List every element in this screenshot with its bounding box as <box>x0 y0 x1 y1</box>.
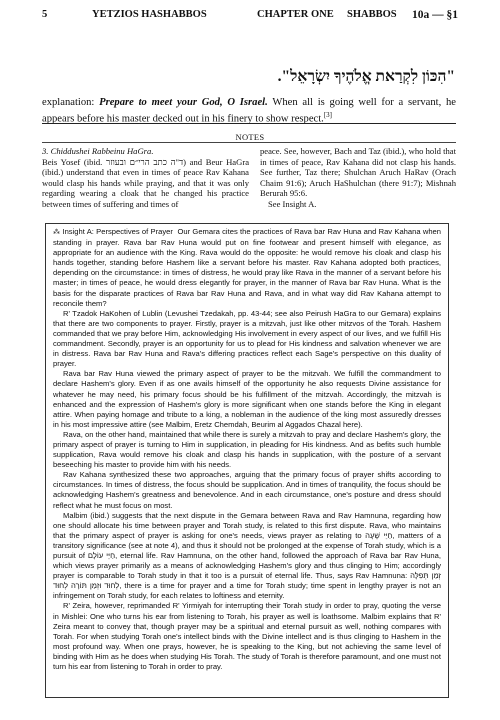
note-3-heading: 3. Chiddushei Rabbeinu HaGra. <box>42 146 154 156</box>
notes-divider-2 <box>42 142 456 143</box>
notes-divider <box>42 123 456 124</box>
insight-paragraph-3: Rava bar Rav Huna viewed the primary aspect of prayer to be the mitzvah. We fulfill the commandment to declare Hashem's glory. Even if as one avails himself of the opportunity he also requests Divine assistance for whatever he may need, his primary focus should be his fulfillment of the mitzvah. Accordingly, the mitzvah is enhanced and the expression of Hashem's glory is more significant when one stands before the King in elegant attire. When paying homage and tribute to a king, a nobleman in the audience of the king most assuredly dresses in his most impressive attire (see Malbim, Eretz Chemdah, Beurim al Aggados Chazal here). <box>53 369 441 429</box>
notes-column-left <box>42 146 249 210</box>
hebrew-verse: "הִכּוֹן לִקְרַאת אֱלֹהֶיךָ יִשְׂרָאֵל". <box>277 68 455 85</box>
notes-heading: NOTES <box>235 132 265 142</box>
insight-paragraph-2: R' Tzadok HaKohen of Lublin (Levushei Tzedakah, pp. 43-44; see also Peirush HaGra to our Gemara) explains that there are two components to prayer. Firstly, prayer is a mitzvah, just like other mitzvos of the Torah. Hashem commanded that we pray before Him, acknowledging His involvement in every aspect of our lives, and we fulfill His commandment. Secondly, prayer is an opportunity for us to plead for His kindness and salvation whenever we are in distress. Rava bar Rav Huna and Rava's differing practices reflect each Sage's perspective on this duality of prayer. <box>53 308 441 369</box>
note-3-continued: peace. See, however, Bach and Taz (ibid.), who hold that in times of peace, Rav Kahana did not clasp his hands. See further, Taz there; Shulchan Aruch HaRav (Orach Chaim 91:6); Aruch HaShulchan (there 91:7); Mishnah Berurah 95:6. <box>260 146 456 199</box>
note-marker: [3] <box>323 111 332 119</box>
explanation-body: When all is going well for a servant, he appears before his master decked out in his finery to show respect. <box>42 97 456 125</box>
explanation-text <box>42 96 456 126</box>
note-3-body: Beis Yosef (ibid. ד"ה כתב הרי״ם ובעוזר) and Beur HaGra (ibid.) understand that even in times of peace Rav Kahana would clasp his hands while praying, and that it was only regarding wearing a cloak that he changed his practice between times of suffering and times of <box>42 156 250 209</box>
section-title: SHABBOS <box>347 9 397 20</box>
insight-title: Insight A: Perspectives of Prayer <box>62 227 173 236</box>
explanation-lead: explanation: <box>42 97 95 108</box>
folio-reference: 10a — §1 <box>412 9 458 21</box>
insight-paragraph <box>53 227 441 309</box>
running-header <box>42 9 458 25</box>
ornament-icon: ⁂ <box>53 229 61 236</box>
see-insight-note: See Insight A. <box>268 198 317 209</box>
insight-paragraph-1: Our Gemara cites the practices of Rava bar Rav Huna and Rav Kahana when standing in prayer. Rava bar Rav Huna would put on fine footwear and present himself with elegance, as appropriate for an audience with the King. Rava would do the opposite: he would remove his cloak and clasp his hands together, standing before Hashem like a servant before his master. Rav Kahana adopted both practices, depending on the circumstance: in times of distress, he would pray like Rava in the manner of a servant before his master; in times of peace, he would dress elegantly for prayer, in the manner of Rava bar Rav Huna. What is the basis for the disparate practices of Rava bar Rav Huna and Rava, and in what way did Rav Kahana attempt to reconcile them? <box>53 227 441 308</box>
page-number: 5 <box>42 9 48 20</box>
explanation-bold-phrase: Prepare to meet your God, O Israel. <box>99 97 268 108</box>
insight-paragraph-4: Rava, on the other hand, maintained that while there is surely a mitzvah to pray and declare Hashem's glory, the primary aspect of prayer is turning to Him in supplication, in pleading for His kindness. And as befits such humble supplication, Rava would remove his cloak and clasp his hands in supplication, with the posture of a servant beseeching his master to provide him with his needs. <box>53 429 441 470</box>
chapter-title: CHAPTER ONE <box>257 9 334 20</box>
notes-column-right <box>260 146 456 210</box>
insight-box <box>45 223 449 698</box>
book-title: YETZIOS HASHABBOS <box>92 9 207 20</box>
insight-paragraph-6: Malbim (ibid.) suggests that the next dispute in the Gemara between Rava and Rav Hamnuna, regarding how one should allocate his time between prayer and Torah study, is related to this first dispute. Rava, who maintains that the primary aspect of prayer is asking for one's needs, views prayer as relating to חַיֵּי שָׁעָה, matters of a transitory significance (see at note 4), and thus it should not be prolonged at the expense of Torah study, which is a pursuit of חַיֵּי עוֹלָם, eternal life. Rav Hamnuna, on the other hand, followed the approach of Rava bar Rav Huna, which views prayer primarily as a means of acknowledging Hashem's glory and thus clinging to Him; accordingly prayer is comparable to Torah study in that it too is a pursuit of eternal life. Thus, says Rav Hamnuna: זְמַן תְּפִלָּה לְחוּד וּזְמַן תּוֹרָה לְחוּד, there is a time for prayer and a time for Torah study; time spent in lengthy prayer is not an infringement on Torah study, for each relates to loftiness and eternity. <box>53 510 441 601</box>
insight-paragraph-7: R' Zeira, however, reprimanded R' Yirmiyah for interrupting their Torah study in order to pray, quoting the verse in Mishlei: One who turns his ear from listening to Torah, his prayer as well is loathsome. Malbim explains that R' Zeira meant to convey that, though prayer may be a spiritual and eternal pursuit as well, nothing compares with Torah. For when studying Torah one's intellect binds with the Divine intellect and is thus clinging to Hashem in the most profound way. When one prays, however, he is speaking to the King, but not achieving the same level of binding with Him as he does when studying His Torah. The study of Torah is therefore paramount, and one must not turn his ear from listening to Torah in order to pray. <box>53 601 441 672</box>
insight-paragraph-5: Rav Kahana synthesized these two approaches, arguing that the primary focus of prayer shifts according to circumstances. In times of distress, the focus should be supplication. And in times of tranquility, the focus should be acknowledging Hashem's greatness and benevolence. And in each circumstance, one's posture and dress should reflect what he must focus on most. <box>53 470 441 510</box>
